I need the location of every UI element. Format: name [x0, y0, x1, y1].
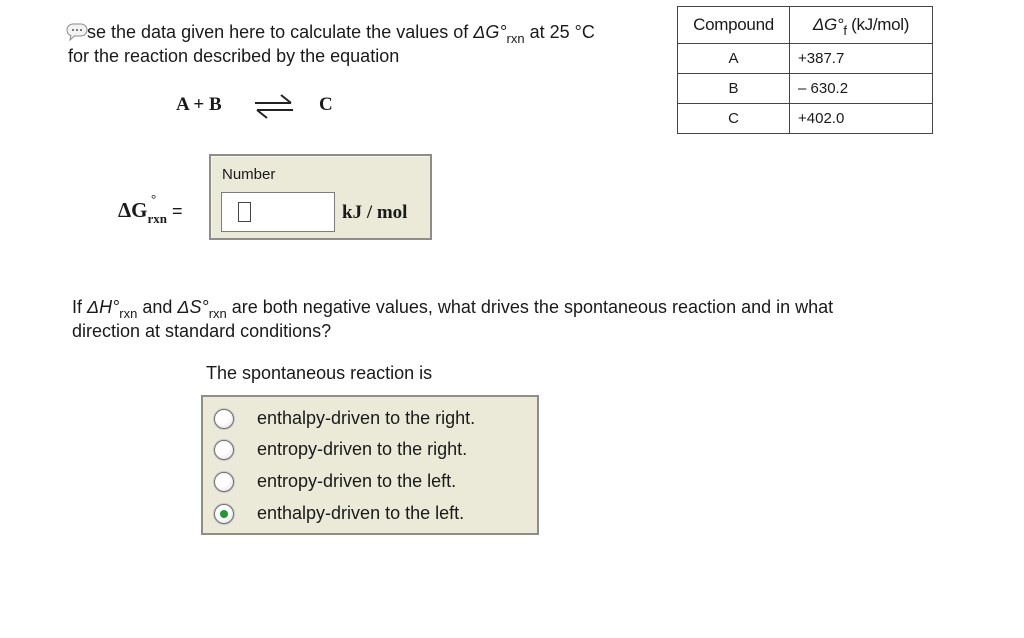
column-header-compound: Compound — [678, 7, 790, 44]
option-enthalpy-left[interactable] — [203, 500, 537, 528]
delta-g-rxn-label: ΔG ° $_{rxn}$ = — [118, 191, 183, 226]
value-cell: – 630.2 — [790, 74, 933, 104]
value-cell: +387.7 — [790, 44, 933, 74]
radio-button[interactable] — [214, 504, 234, 524]
option-entropy-right[interactable] — [203, 436, 537, 464]
question-1-line-2: for the reaction described by the equation — [68, 46, 400, 66]
equilibrium-arrows-icon — [253, 92, 295, 125]
table-row — [678, 104, 933, 134]
question-2-line-2: direction at standard conditions? — [72, 321, 332, 341]
rxn-subscript: rxn — [506, 31, 525, 46]
option-label: enthalpy-driven to the left. — [257, 503, 465, 523]
equation-product: C — [319, 94, 333, 115]
spontaneous-prompt: The spontaneous reaction is — [206, 363, 433, 383]
option-label: entropy-driven to the left. — [257, 471, 457, 491]
option-entropy-left[interactable] — [203, 468, 537, 496]
question-1-text-a: se the data given here to calculate the values of — [87, 22, 474, 42]
question-2-line-1: If $\Delta H^\circ_{rxn}$ and $\Delta S^\circ_{rxn}$ are both negative values, what drives the spontaneous reaction and in what — [72, 297, 834, 321]
compound-cell: C — [678, 104, 790, 134]
delta-s-symbol: ΔS° — [177, 297, 209, 317]
delta-g-input[interactable] — [223, 194, 333, 230]
comment-bubble-icon[interactable] — [66, 23, 86, 40]
number-label: Number — [222, 166, 276, 183]
radio-button[interactable] — [214, 472, 234, 492]
table-row — [678, 44, 933, 74]
question-1-text-b: at 25 °C — [524, 22, 595, 42]
value-cell: +402.0 — [790, 104, 933, 134]
answer-options-panel — [201, 395, 539, 535]
radio-button[interactable] — [214, 440, 234, 460]
option-label: enthalpy-driven to the right. — [257, 408, 476, 428]
equation-reactants: A + B — [176, 94, 222, 115]
radio-button[interactable] — [214, 409, 234, 429]
option-label: entropy-driven to the right. — [257, 439, 468, 459]
table-row — [678, 74, 933, 104]
compound-cell: A — [678, 44, 790, 74]
free-energy-table — [677, 6, 933, 134]
unit-label: kJ / mol — [342, 202, 408, 223]
number-answer-panel — [209, 154, 432, 240]
compound-cell: B — [678, 74, 790, 104]
number-input-box[interactable] — [221, 192, 335, 232]
option-enthalpy-right[interactable] — [203, 405, 537, 433]
delta-g-symbol: ΔG° — [473, 22, 507, 42]
question-1-line-1 — [66, 21, 595, 44]
delta-h-symbol: ΔH° — [87, 297, 120, 317]
column-header-dgf: $\Delta G^\circ_f$ (kJ/mol) — [790, 7, 933, 44]
